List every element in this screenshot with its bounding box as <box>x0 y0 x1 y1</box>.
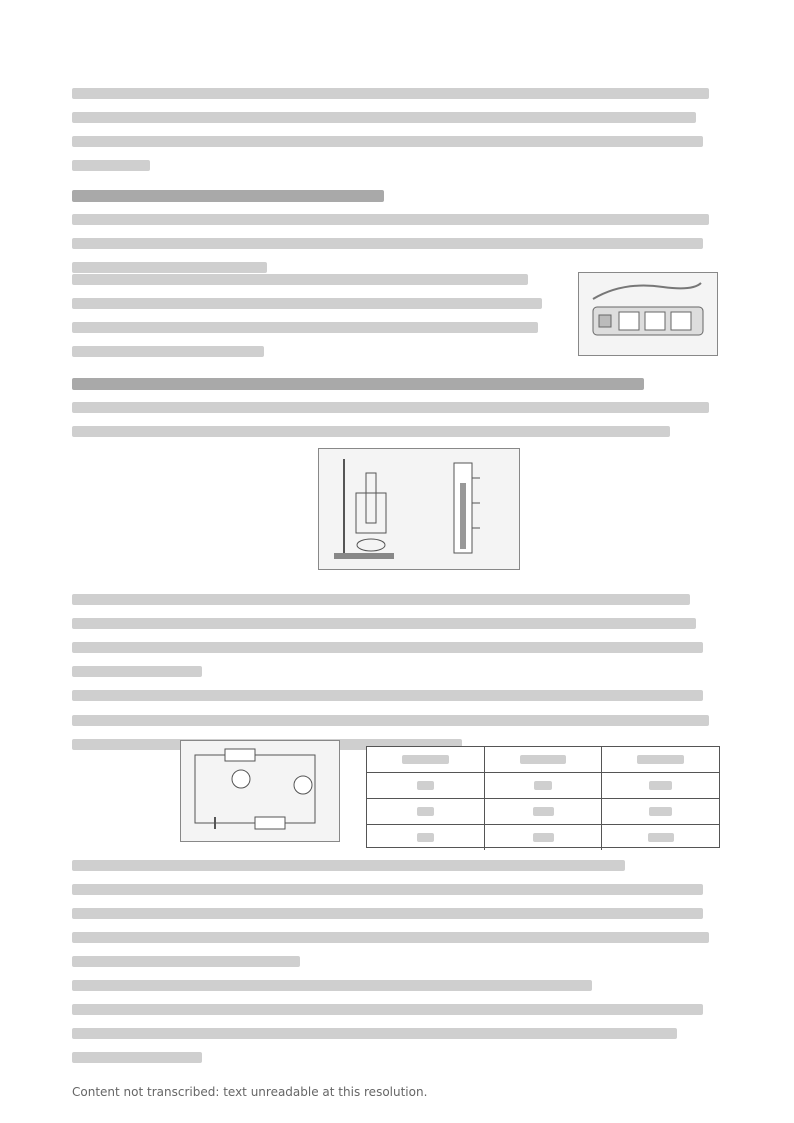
section-heading-5 <box>72 378 722 390</box>
table-row <box>367 799 719 825</box>
text-block-q18-items <box>72 594 722 714</box>
circuit-diagram-icon <box>185 745 335 837</box>
table-row <box>367 773 719 799</box>
figure-10-power-strip <box>578 272 718 356</box>
boiling-apparatus-icon <box>324 453 514 565</box>
text-block-q18 <box>72 402 722 450</box>
figure-11-apparatus <box>318 448 520 570</box>
table-row <box>367 825 719 850</box>
section-heading-4 <box>72 190 722 202</box>
power-strip-icon <box>583 279 713 349</box>
text-block-q15 <box>72 88 722 184</box>
table-row <box>367 747 719 773</box>
figure-12-circuit <box>180 740 340 842</box>
transcription-notice: Content not transcribed: text unreadable at this resolution. <box>72 1085 428 1099</box>
text-block-q19-items <box>72 860 722 1076</box>
data-table <box>366 746 720 848</box>
text-block-q17 <box>72 274 552 370</box>
